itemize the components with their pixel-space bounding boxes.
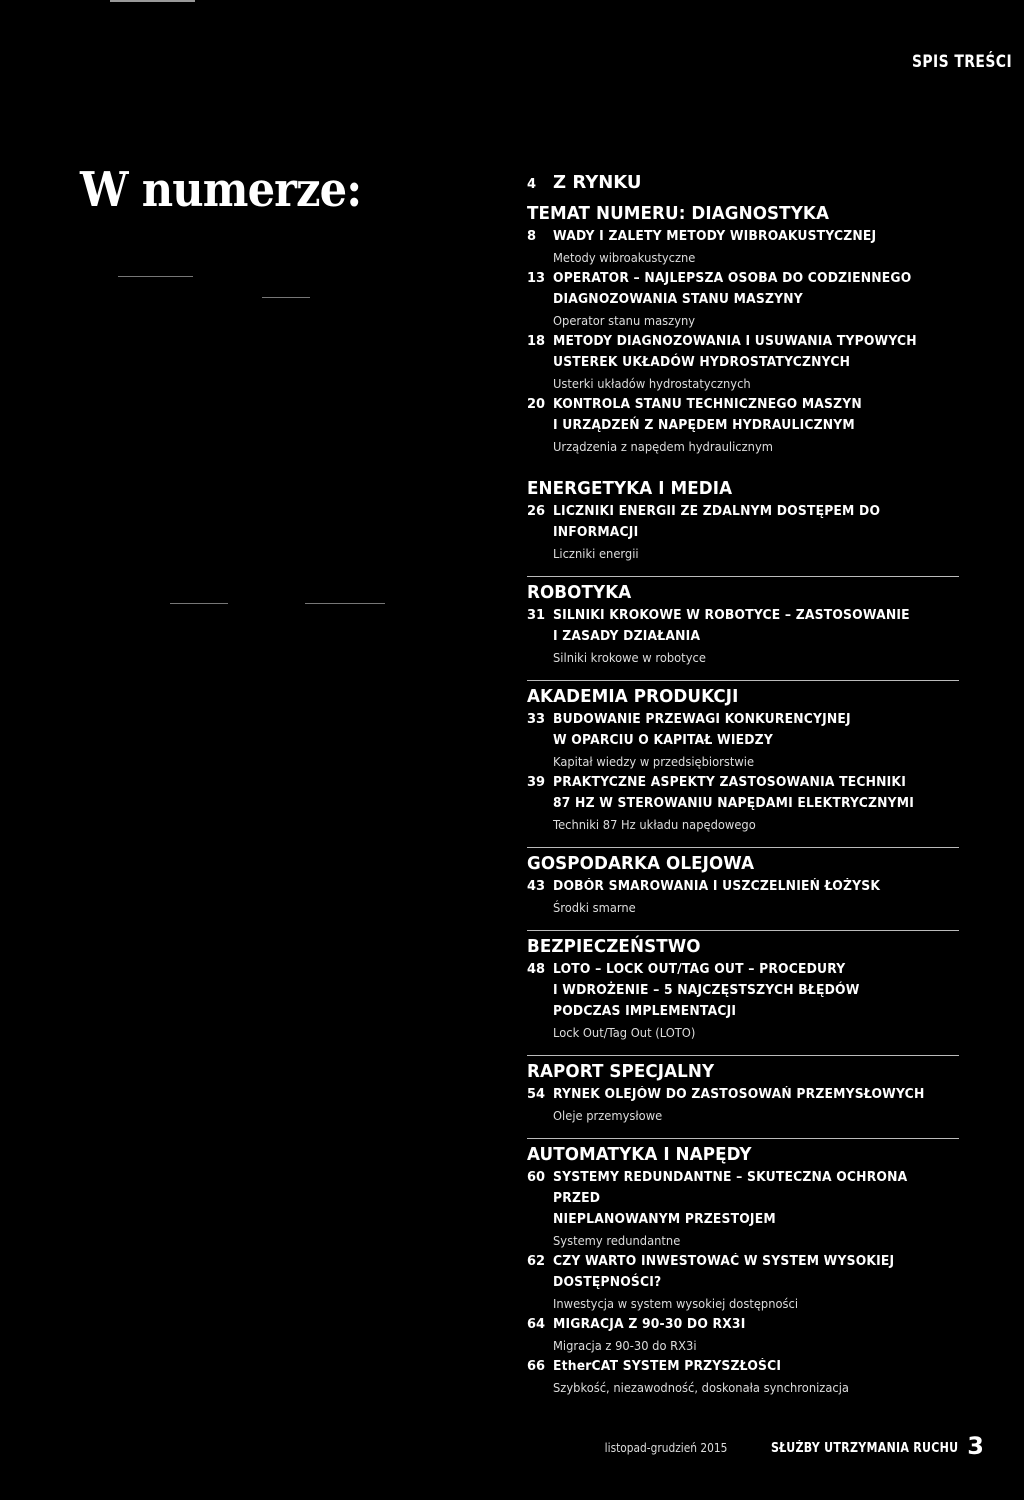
page-number: 66 (527, 1359, 546, 1374)
section-title: GOSPODARKA OLEJOWA (527, 853, 755, 874)
entry-subtitle: Liczniki energii (553, 546, 639, 561)
decorative-line (262, 297, 310, 298)
toc-entry[interactable] (527, 268, 959, 331)
toc-entry[interactable] (527, 772, 959, 835)
entry-title: KONTROLA STANU TECHNICZNEGO MASZYN I URZĄDZEŃ Z NAPĘDEM HYDRAULICZNYM (553, 397, 862, 433)
entry-subtitle: Środki smarne (553, 900, 636, 915)
page-number: 3 (967, 1432, 984, 1460)
toc-section (527, 202, 959, 457)
page-number: 4 (527, 177, 537, 192)
toc-entry[interactable] (527, 1251, 959, 1314)
entry-title: DOBÓR SMAROWANIA I USZCZELNIEŃ ŁOŻYSK (553, 879, 881, 894)
toc-entry[interactable] (527, 959, 959, 1043)
section-title: BEZPIECZEŃSTWO (527, 936, 701, 957)
entry-body (553, 1314, 959, 1356)
entry-body (553, 605, 959, 668)
section-title: ROBOTYKA (527, 582, 632, 603)
entry-title: SILNIKI KROKOWE W ROBOTYCE – ZASTOSOWANIE I ZASADY DZIAŁANIA (553, 608, 910, 644)
entry-body (553, 1167, 959, 1251)
entry-body (553, 394, 959, 457)
entry-title: CZY WARTO INWESTOWAĆ W SYSTEM WYSOKIEJ DOSTĘPNOŚCI? (553, 1254, 895, 1290)
entry-subtitle: Urządzenia z napędem hydraulicznym (553, 439, 773, 454)
toc-section (527, 1055, 959, 1126)
toc-entry[interactable] (527, 226, 959, 268)
entry-title: PRAKTYCZNE ASPEKTY ZASTOSOWANIA TECHNIKI 87 HZ W STEROWANIU NAPĘDAMI ELEKTRYCZNYMI (553, 775, 915, 811)
entry-title: LICZNIKI ENERGII ZE ZDALNYM DOSTĘPEM DO INFORMACJI (553, 504, 881, 540)
entry-title: MIGRACJA Z 90-30 DO RX3I (553, 1317, 746, 1332)
page-number: 31 (527, 608, 546, 623)
toc-section (527, 576, 959, 668)
toc-section (527, 477, 959, 564)
entry-subtitle: Techniki 87 Hz układu napędowego (553, 817, 756, 832)
toc-entry[interactable] (527, 501, 959, 564)
page-number: 26 (527, 504, 546, 519)
page-number: 13 (527, 271, 546, 286)
section-title: AUTOMATYKA I NAPĘDY (527, 1144, 752, 1165)
entry-subtitle: Migracja z 90-30 do RX3i (553, 1338, 697, 1353)
toc-section (527, 680, 959, 835)
entry-body (553, 1356, 959, 1398)
issue-date: listopad-grudzień 2015 (604, 1440, 728, 1455)
entry-title: RYNEK OLEJÓW DO ZASTOSOWAŃ PRZEMYSŁOWYCH (553, 1087, 925, 1102)
toc-entry[interactable] (527, 1314, 959, 1356)
page-title: W numerze: (80, 162, 362, 218)
entry-title: OPERATOR – NAJLEPSZA OSOBA DO CODZIENNEGO DIAGNOZOWANIA STANU MASZYNY (553, 271, 912, 307)
entry-subtitle: Operator stanu maszyny (553, 313, 696, 328)
page-footer (583, 1432, 984, 1460)
top-edge-bar (110, 0, 195, 2)
page-number: 33 (527, 712, 546, 727)
entry-body (553, 876, 959, 918)
entry-body (553, 268, 959, 331)
toc-section (527, 1138, 959, 1398)
entry-subtitle: Usterki układów hydrostatycznych (553, 376, 751, 391)
entry-subtitle: Kapitał wiedzy w przedsiębiorstwie (553, 754, 755, 769)
toc-entry[interactable] (527, 331, 959, 394)
magazine-name: SŁUŻBY UTRZYMANIA RUCHU (770, 1441, 958, 1456)
page-number: 54 (527, 1087, 546, 1102)
page-number: 60 (527, 1170, 546, 1185)
toc-entry[interactable] (527, 709, 959, 772)
section-title: RAPORT SPECJALNY (527, 1061, 715, 1082)
page-number: 48 (527, 962, 546, 977)
toc-entry[interactable] (527, 394, 959, 457)
entry-title: SYSTEMY REDUNDANTNE – SKUTECZNA OCHRONA PRZED NIEPLANOWANYM PRZESTOJEM (553, 1170, 908, 1227)
entry-body (553, 1084, 959, 1126)
entry-subtitle: Systemy redundantne (553, 1233, 681, 1248)
toc-entry[interactable] (527, 605, 959, 668)
entry-body (553, 959, 959, 1043)
entry-title: LOTO – LOCK OUT/TAG OUT – PROCEDURY I WDROŻENIE – 5 NAJCZĘSTSZYCH BŁĘDÓW PODCZAS IMPLEMENTACJI (553, 962, 860, 1019)
toc-entry[interactable] (527, 1167, 959, 1251)
entry-subtitle: Lock Out/Tag Out (LOTO) (553, 1025, 696, 1040)
page-number: 64 (527, 1317, 546, 1332)
page-number: 62 (527, 1254, 546, 1269)
entry-body (553, 772, 959, 835)
page-number: 20 (527, 397, 546, 412)
entry-body (553, 709, 959, 772)
page-number: 43 (527, 879, 546, 894)
toc-entry[interactable] (527, 1084, 959, 1126)
page-number: 18 (527, 334, 546, 349)
entry-title: Z RYNKU (553, 172, 642, 193)
toc-entry[interactable] (527, 170, 959, 198)
section-title: AKADEMIA PRODUKCJI (527, 686, 739, 707)
entry-subtitle: Metody wibroakustyczne (553, 250, 696, 265)
toc-section (527, 930, 959, 1043)
entry-body (553, 331, 959, 394)
entry-title: METODY DIAGNOZOWANIA I USUWANIA TYPOWYCH USTEREK UKŁADÓW HYDROSTATYCZNYCH (553, 334, 917, 370)
entry-subtitle: Oleje przemysłowe (553, 1108, 663, 1123)
page-number: 8 (527, 229, 537, 244)
section-label: SPIS TREŚCI (911, 52, 1012, 72)
entry-title: BUDOWANIE PRZEWAGI KONKURENCYJNEJ W OPARCIU O KAPITAŁ WIEDZY (553, 712, 851, 748)
entry-subtitle: Inwestycja w system wysokiej dostępności (553, 1296, 799, 1311)
entry-subtitle: Silniki krokowe w robotyce (553, 650, 706, 665)
entry-body (553, 226, 959, 268)
page-number: 39 (527, 775, 546, 790)
toc-section (527, 847, 959, 918)
decorative-line (170, 603, 228, 604)
section-title: ENERGETYKA I MEDIA (527, 478, 733, 499)
entry-body (553, 501, 959, 564)
decorative-line (305, 603, 385, 604)
section-title: TEMAT NUMERU: DIAGNOSTYKA (527, 203, 830, 224)
entry-title: EtherCAT SYSTEM PRZYSZŁOŚCI (553, 1359, 782, 1374)
entry-body (553, 1251, 959, 1314)
table-of-contents (527, 170, 959, 1398)
toc-entry[interactable] (527, 876, 959, 918)
entry-subtitle: Szybkość, niezawodność, doskonała synchronizacja (553, 1380, 849, 1395)
decorative-line (118, 276, 193, 277)
entry-title: WADY I ZALETY METODY WIBROAKUSTYCZNEJ (553, 229, 877, 244)
toc-entry[interactable] (527, 1356, 959, 1398)
